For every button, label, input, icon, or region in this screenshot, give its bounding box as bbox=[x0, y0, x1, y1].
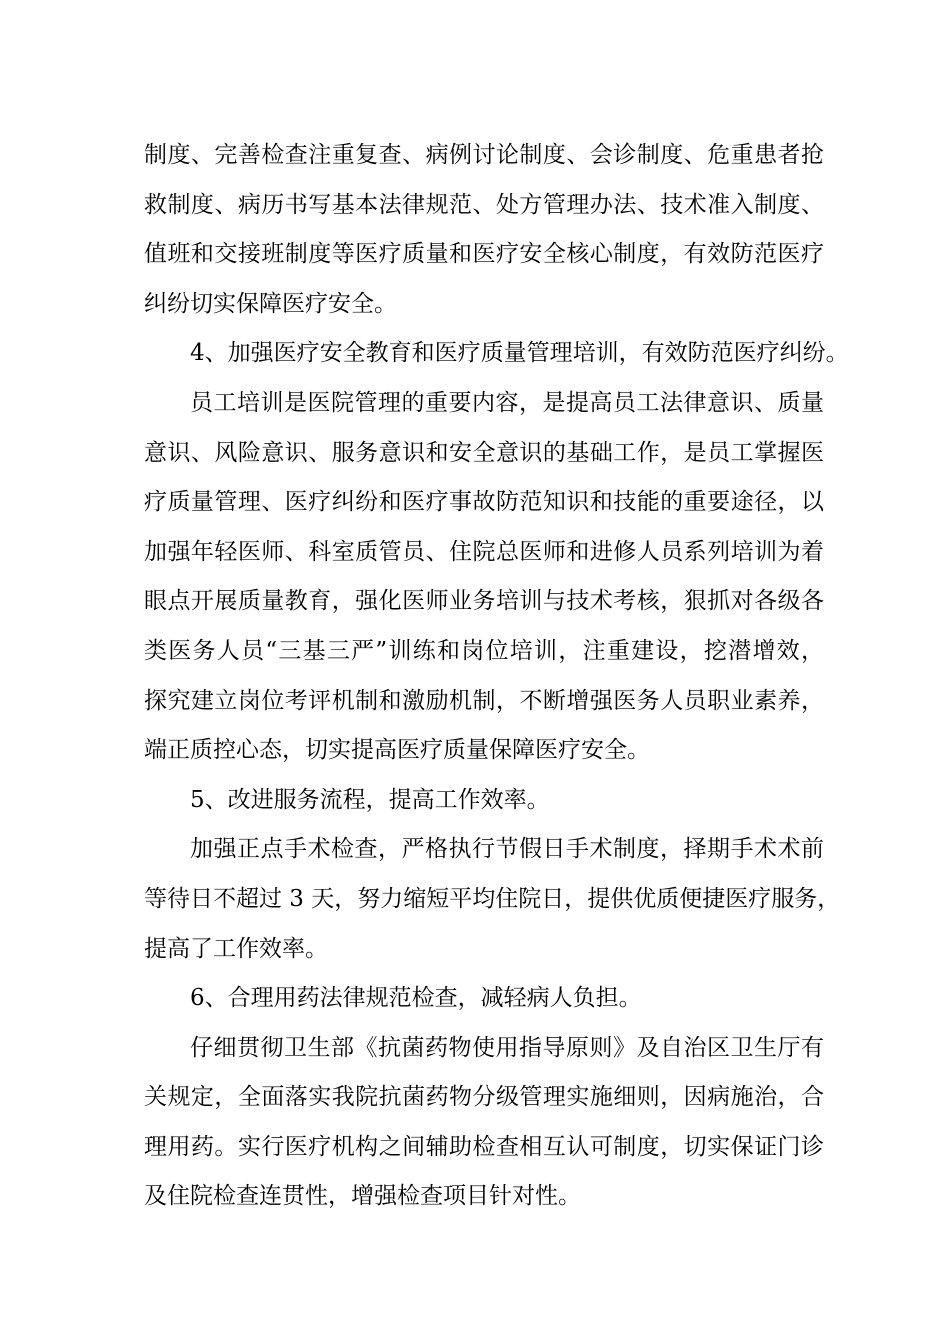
text-line: 等待日不超过 3 天，努力缩短平均住院日，提供优质便捷医疗服务， bbox=[144, 885, 841, 912]
section-heading-5: 5、改进服务流程，提高工作效率。 bbox=[190, 786, 550, 813]
document-body bbox=[144, 131, 849, 1222]
text-line: 类医务人员“三基三严”训练和岗位培训，注重建设，挖潜增效， bbox=[144, 637, 824, 664]
text-line: 理用药。实行医疗机构之间辅助检查相互认可制度，切实保证门诊 bbox=[144, 1133, 824, 1160]
text-line: 仔细贯彻卫生部《抗菌药物使用指导原则》及自治区卫生厅有 bbox=[190, 1034, 824, 1061]
text-line: 员工培训是医院管理的重要内容，是提高员工法律意识、质量 bbox=[190, 389, 824, 416]
text-line: 关规定，全面落实我院抗菌药物分级管理实施细则，因病施治，合 bbox=[144, 1084, 824, 1111]
text-line: 意识、风险意识、服务意识和安全意识的基础工作，是员工掌握医 bbox=[144, 439, 824, 466]
text-line: 加强正点手术检查，严格执行节假日手术制度，择期手术术前 bbox=[190, 836, 824, 863]
text-line: 救制度、病历书写基本法律规范、处方管理办法、技术准入制度、 bbox=[144, 191, 824, 218]
text-line: 疗质量管理、医疗纠纷和医疗事故防范知识和技能的重要途径，以 bbox=[144, 489, 824, 516]
text-line: 眼点开展质量教育，强化医师业务培训与技术考核，狠抓对各级各 bbox=[144, 588, 824, 615]
text-line: 及住院检查连贯性，增强检查项目针对性。 bbox=[144, 1183, 581, 1210]
text-line: 端正质控心态，切实提高医疗质量保障医疗安全。 bbox=[144, 737, 650, 764]
section-heading-4: 4、加强医疗安全教育和医疗质量管理培训，有效防范医疗纠纷。 bbox=[190, 340, 849, 367]
text-line: 提高了工作效率。 bbox=[144, 935, 328, 962]
text-line: 加强年轻医师、科室质管员、住院总医师和进修人员系列培训为着 bbox=[144, 538, 824, 565]
text-line: 制度、完善检查注重复查、病例讨论制度、会诊制度、危重患者抢 bbox=[144, 142, 824, 168]
section-heading-6: 6、合理用药法律规范检查，减轻病人负担。 bbox=[190, 985, 642, 1012]
text-line: 探究建立岗位考评机制和激励机制，不断增强医务人员职业素养， bbox=[144, 687, 824, 714]
text-line: 值班和交接班制度等医疗质量和医疗安全核心制度，有效防范医疗 bbox=[144, 241, 824, 268]
text-line: 纠纷切实保障医疗安全。 bbox=[144, 290, 397, 317]
